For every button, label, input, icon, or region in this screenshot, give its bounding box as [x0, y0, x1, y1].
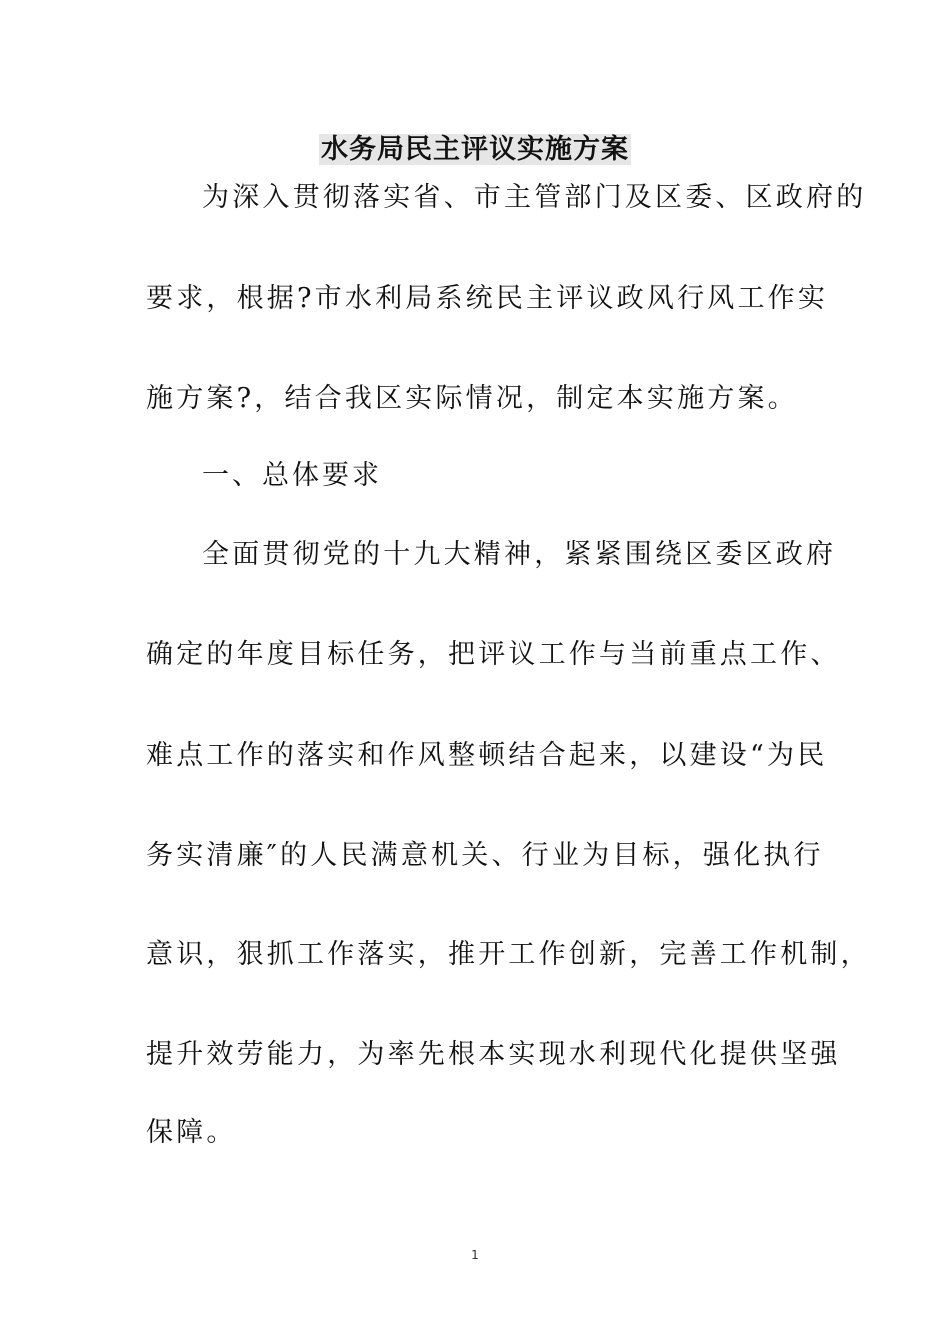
- paragraph-line: 全面贯彻党的十九大精神，紧紧围绕区委区政府: [202, 539, 837, 570]
- paragraph-line: 要求，根据?市水利局系统民主评议政风行风工作实: [146, 283, 829, 314]
- paragraph-line: 提升效劳能力，为率先根本实现水利现代化提供坚强: [146, 1039, 841, 1070]
- section-heading: 一、总体要求: [202, 460, 382, 491]
- document-title: [0, 130, 950, 170]
- document-title-text: 水务局民主评议实施方案: [321, 134, 629, 165]
- paragraph-line: 确定的年度目标任务，把评议工作与当前重点工作、: [146, 639, 841, 670]
- paragraph-line: 意识，狠抓工作落实，推开工作创新，完善工作机制，: [146, 939, 871, 970]
- paragraph-line: 为深入贯彻落实省、市主管部门及区委、区政府的: [202, 182, 867, 213]
- paragraph-line: 施方案?，结合我区实际情况，制定本实施方案。: [146, 383, 798, 414]
- paragraph-line: 务实清廉″的人民满意机关、行业为目标，强化执行: [146, 840, 824, 871]
- paragraph-line: 保障。: [146, 1117, 237, 1148]
- paragraph-line: 难点工作的落实和作风整顿结合起来，以建设“为民: [146, 740, 828, 771]
- page-number: 1: [471, 1248, 479, 1262]
